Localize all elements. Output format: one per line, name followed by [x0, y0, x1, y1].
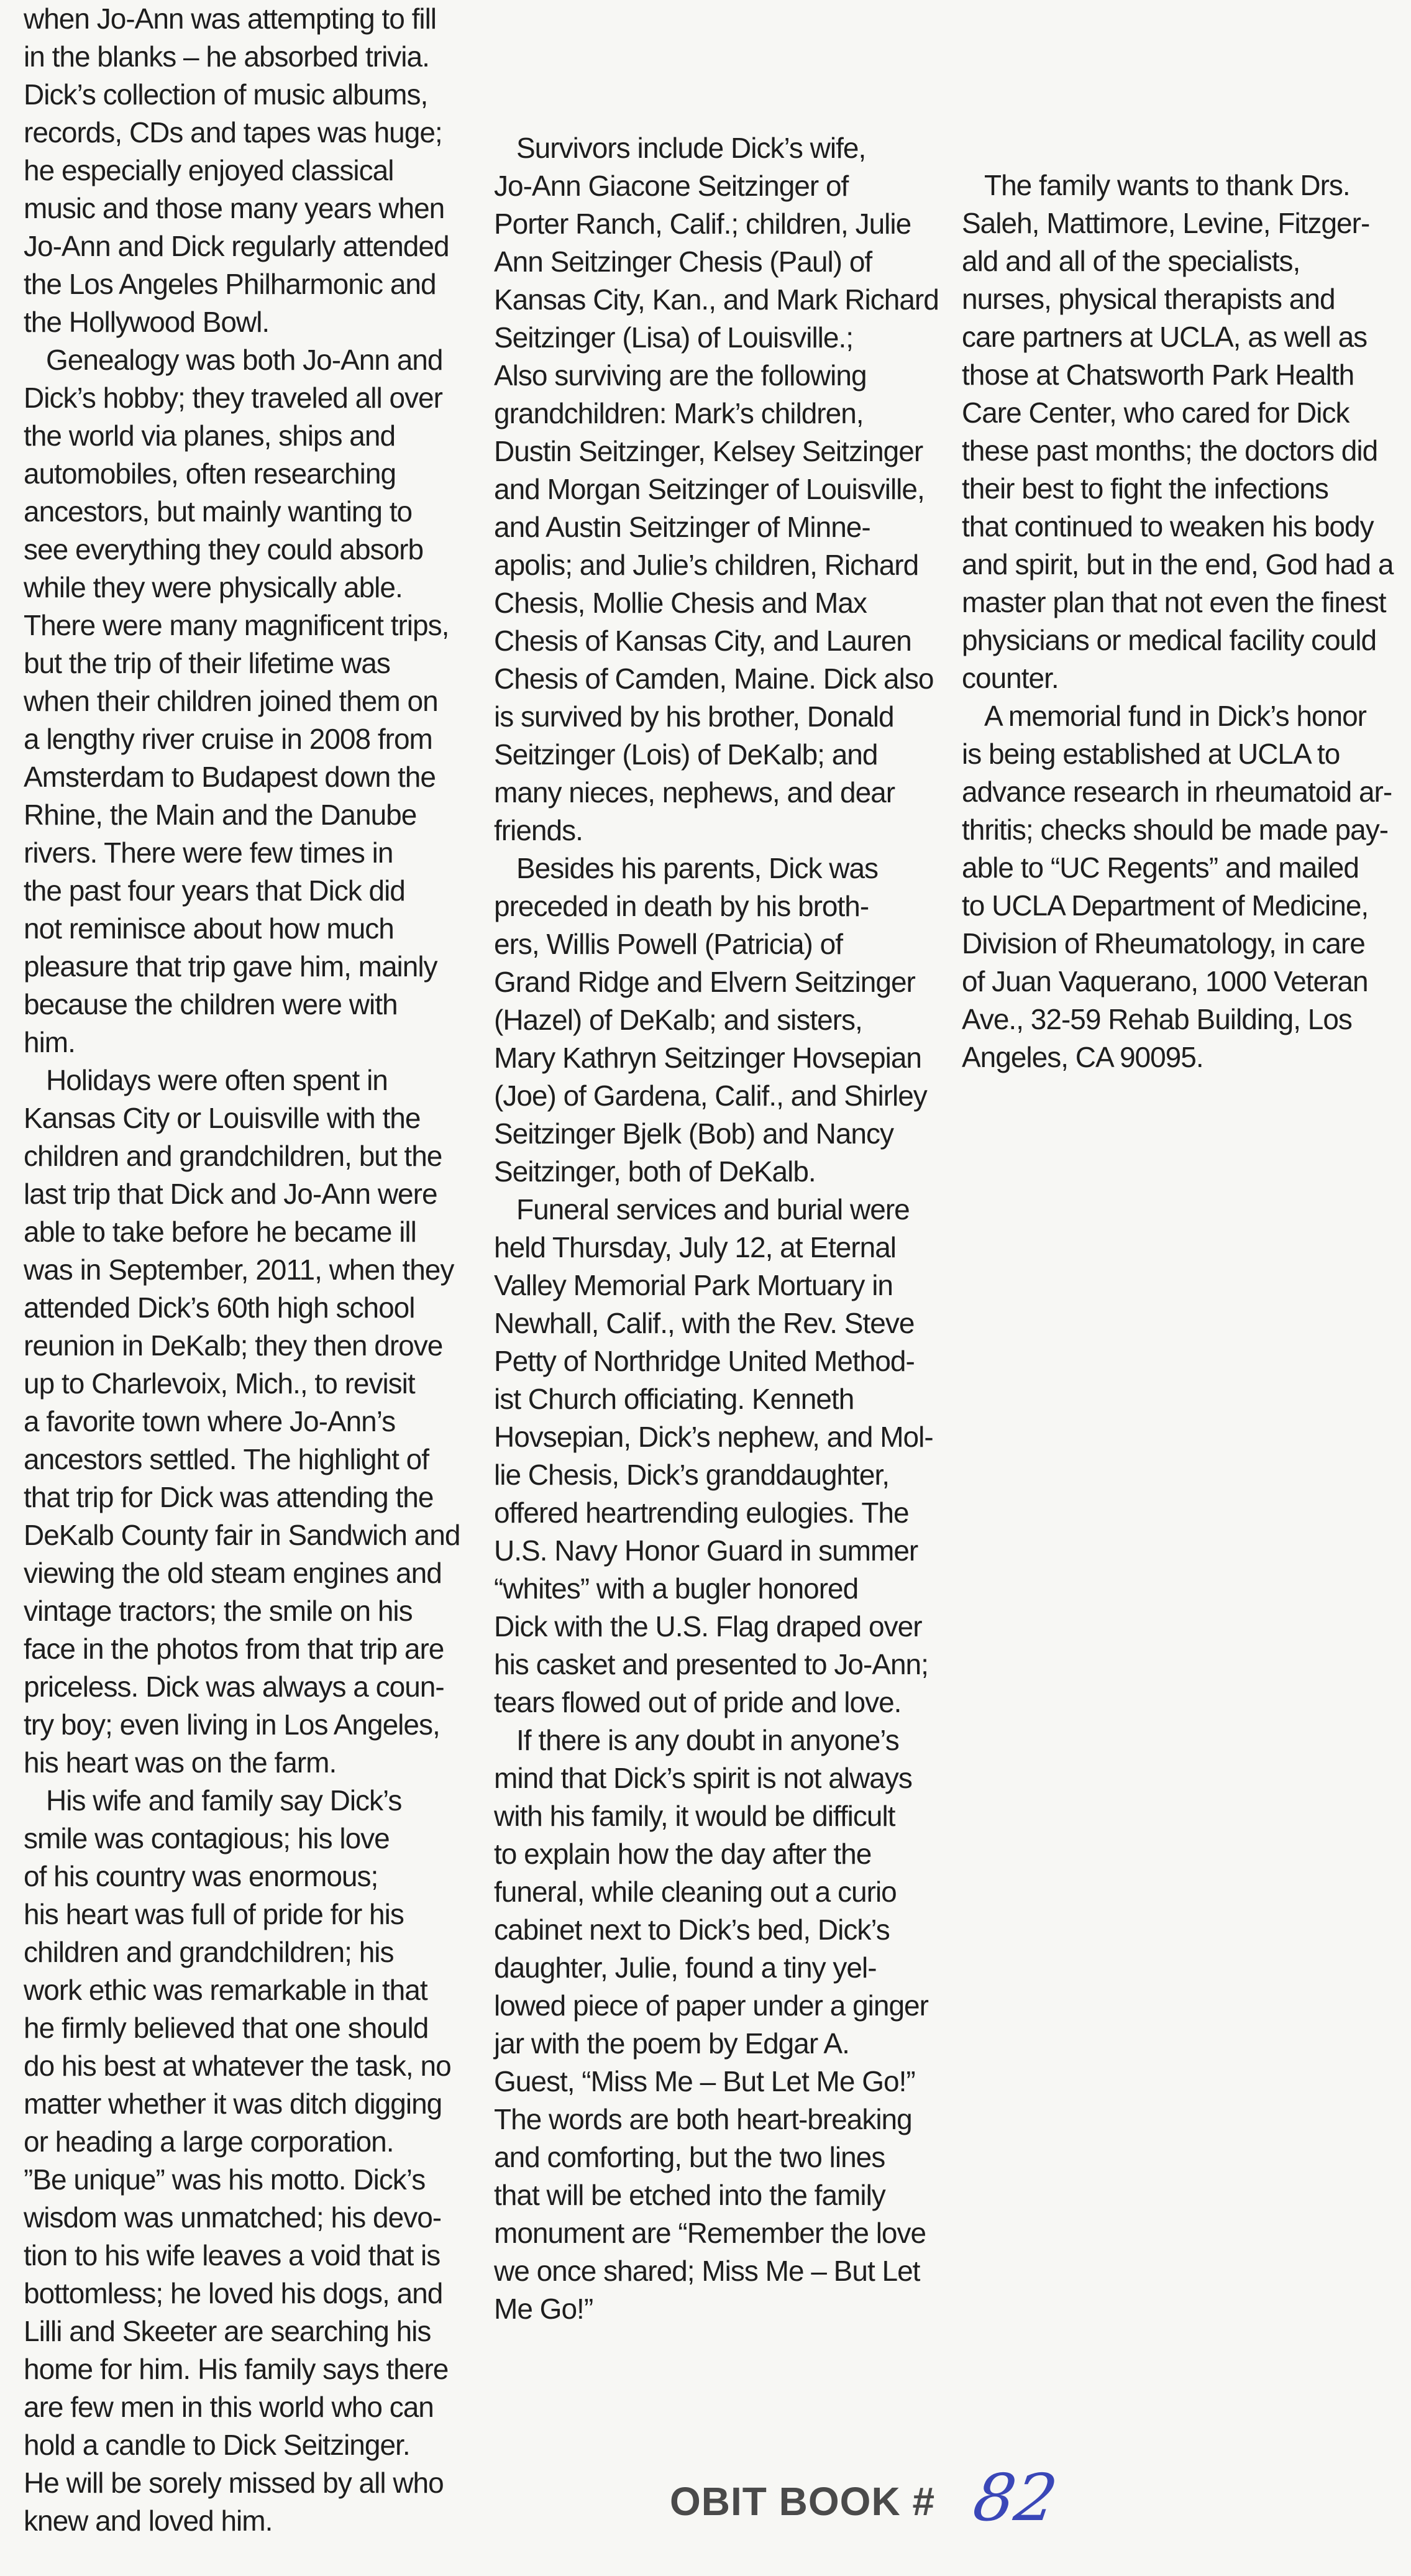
text-line: in the blanks – he absorbed trivia.: [24, 40, 429, 73]
text-line: Seitzinger (Lisa) of Louisville.;: [494, 321, 854, 354]
text-line: Grand Ridge and Elvern Seitzinger: [494, 966, 915, 998]
text-line: records, CDs and tapes was huge;: [24, 116, 442, 149]
text-line: children and grandchildren, but the: [24, 1140, 442, 1172]
text-line: lie Chesis, Dick’s granddaughter,: [494, 1459, 890, 1491]
text-line: the Hollywood Bowl.: [24, 306, 270, 338]
text-line: the Los Angeles Philharmonic and: [24, 268, 436, 300]
text-line: Care Center, who cared for Dick: [962, 396, 1349, 429]
text-line: their best to fight the infections: [962, 472, 1328, 505]
text-line: physicians or medical facility could: [962, 624, 1377, 656]
text-line: him.: [24, 1026, 75, 1058]
text-line: smile was contagious; his love: [24, 1822, 390, 1854]
text-line: Jo-Ann and Dick regularly attended: [24, 230, 449, 262]
text-line: Angeles, CA 90095.: [962, 1041, 1203, 1073]
text-line: and Austin Seitzinger of Minne-: [494, 511, 870, 543]
text-line: monument are “Remember the love: [494, 2217, 926, 2249]
text-line: his casket and presented to Jo-Ann;: [494, 1648, 928, 1680]
text-line: Survivors include Dick’s wife,: [516, 132, 866, 164]
text-line: (Hazel) of DeKalb; and sisters,: [494, 1004, 862, 1036]
text-line: home for him. His family says there: [24, 2353, 449, 2385]
text-line: that continued to weaken his body: [962, 510, 1374, 543]
obit-book-label: OBIT BOOK #: [670, 2479, 936, 2524]
text-line: work ethic was remarkable in that: [24, 1974, 427, 2006]
text-line: or heading a large corporation.: [24, 2125, 394, 2158]
text-line: ers, Willis Powell (Patricia) of: [494, 928, 842, 960]
text-line: his heart was on the farm.: [24, 1746, 337, 1779]
text-line: that trip for Dick was attending the: [24, 1481, 434, 1513]
text-line: Dustin Seitzinger, Kelsey Seitzinger: [494, 435, 923, 467]
text-line: daughter, Julie, found a tiny yel-: [494, 1951, 877, 1984]
text-line: His wife and family say Dick’s: [46, 1784, 402, 1817]
text-line: the world via planes, ships and: [24, 419, 396, 452]
text-line: Jo-Ann Giacone Seitzinger of: [494, 170, 849, 202]
text-line: mind that Dick’s spirit is not always: [494, 1762, 912, 1794]
text-line: tears flowed out of pride and love.: [494, 1686, 902, 1718]
text-line: funeral, while cleaning out a curio: [494, 1876, 897, 1908]
text-line: are few men in this world who can: [24, 2391, 434, 2423]
text-line: the past four years that Dick did: [24, 874, 405, 907]
text-line: Dick’s hobby; they traveled all over: [24, 382, 442, 414]
text-line: tion to his wife leaves a void that is: [24, 2239, 441, 2271]
text-line: preceded in death by his broth-: [494, 890, 869, 922]
text-line: jar with the poem by Edgar A.: [494, 2027, 849, 2060]
text-line: counter.: [962, 662, 1059, 694]
text-line: he especially enjoyed classical: [24, 154, 394, 186]
text-line: He will be sorely missed by all who: [24, 2467, 444, 2499]
text-line: up to Charlevoix, Mich., to revisit: [24, 1367, 415, 1400]
text-line: master plan that not even the finest: [962, 586, 1386, 618]
text-line: Newhall, Calif., with the Rev. Steve: [494, 1307, 915, 1339]
text-line: Ann Seitzinger Chesis (Paul) of: [494, 245, 872, 278]
text-line: Division of Rheumatology, in care: [962, 927, 1365, 960]
text-line: ald and all of the specialists,: [962, 245, 1300, 277]
text-line: pleasure that trip gave him, mainly: [24, 950, 437, 983]
text-line: is being established at UCLA to: [962, 738, 1340, 770]
text-line: Mary Kathryn Seitzinger Hovsepian: [494, 1042, 921, 1074]
text-line: try boy; even living in Los Angeles,: [24, 1708, 440, 1741]
text-line: Ave., 32-59 Rehab Building, Los: [962, 1003, 1352, 1035]
text-line: those at Chatsworth Park Health: [962, 359, 1354, 391]
text-line: a favorite town where Jo-Ann’s: [24, 1405, 396, 1437]
text-line: lowed piece of paper under a ginger: [494, 1989, 928, 2022]
text-line: The words are both heart-breaking: [494, 2103, 912, 2135]
text-line: of his country was enormous;: [24, 1860, 378, 1892]
text-line: advance research in rheumatoid ar-: [962, 776, 1392, 808]
text-line: his heart was full of pride for his: [24, 1898, 404, 1930]
text-line: see everything they could absorb: [24, 533, 424, 566]
text-line: with his family, it would be difficult: [494, 1800, 895, 1832]
text-line: ancestors, but mainly wanting to: [24, 495, 413, 528]
text-column-3: [962, 167, 1409, 1076]
text-line: we once shared; Miss Me – But Let: [494, 2255, 920, 2287]
text-line: ist Church officiating. Kenneth: [494, 1383, 854, 1415]
text-line: Seitzinger Bjelk (Bob) and Nancy: [494, 1117, 893, 1150]
text-line: If there is any doubt in anyone’s: [516, 1724, 899, 1756]
text-line: Kansas City or Louisville with the: [24, 1102, 421, 1134]
text-line: There were many magnificent trips,: [24, 609, 449, 641]
text-line: that will be etched into the family: [494, 2179, 885, 2211]
text-line: is survived by his brother, Donald: [494, 700, 894, 733]
text-line: and spirit, but in the end, God had a: [962, 548, 1394, 580]
text-line: Valley Memorial Park Mortuary in: [494, 1269, 893, 1301]
text-line: Saleh, Mattimore, Levine, Fitzger-: [962, 207, 1370, 239]
text-line: Funeral services and burial were: [516, 1193, 910, 1226]
text-line: DeKalb County fair in Sandwich and: [24, 1519, 460, 1551]
text-line: Rhine, the Main and the Danube: [24, 799, 417, 831]
text-line: when Jo-Ann was attempting to fill: [24, 2, 437, 35]
text-line: face in the photos from that trip are: [24, 1633, 444, 1665]
text-line: priceless. Dick was always a coun-: [24, 1671, 444, 1703]
text-line: “whites” with a bugler honored: [494, 1572, 859, 1605]
text-column-2: [494, 129, 951, 2328]
text-line: many nieces, nephews, and dear: [494, 776, 895, 809]
text-line: held Thursday, July 12, at Eternal: [494, 1231, 897, 1263]
text-line: while they were physically able.: [24, 571, 403, 603]
text-line: Chesis of Camden, Maine. Dick also: [494, 662, 934, 695]
text-line: The family wants to thank Drs.: [984, 169, 1350, 201]
text-line: do his best at whatever the task, no: [24, 2050, 451, 2082]
text-line: Guest, “Miss Me – But Let Me Go!”: [494, 2065, 915, 2097]
text-line: apolis; and Julie’s children, Richard: [494, 549, 919, 581]
text-line: nurses, physical therapists and: [962, 283, 1335, 315]
text-line: viewing the old steam engines and: [24, 1557, 442, 1589]
text-line: Dick with the U.S. Flag draped over: [494, 1610, 922, 1643]
text-line: thritis; checks should be made pay-: [962, 814, 1389, 846]
text-line: not reminisce about how much: [24, 912, 394, 945]
text-line: because the children were with: [24, 988, 398, 1020]
text-line: last trip that Dick and Jo-Ann were: [24, 1178, 437, 1210]
text-line: and Morgan Seitzinger of Louisville,: [494, 473, 925, 505]
text-line: when their children joined them on: [24, 685, 438, 717]
text-line: attended Dick’s 60th high school: [24, 1291, 415, 1324]
text-line: Amsterdam to Budapest down the: [24, 761, 436, 793]
text-line: Lilli and Skeeter are searching his: [24, 2315, 431, 2347]
text-line: Chesis of Kansas City, and Lauren: [494, 625, 911, 657]
text-line: A memorial fund in Dick’s honor: [984, 700, 1366, 732]
text-line: a lengthy river cruise in 2008 from: [24, 723, 432, 755]
text-column-1: [24, 0, 480, 2540]
text-line: U.S. Navy Honor Guard in summer: [494, 1534, 918, 1567]
text-line: of Juan Vaquerano, 1000 Veteran: [962, 965, 1368, 997]
text-line: Chesis, Mollie Chesis and Max: [494, 587, 867, 619]
text-line: ”Be unique” was his motto. Dick’s: [24, 2163, 426, 2196]
text-line: Genealogy was both Jo-Ann and: [46, 344, 443, 376]
text-line: able to “UC Regents” and mailed: [962, 851, 1359, 884]
text-line: he firmly believed that one should: [24, 2012, 429, 2044]
text-line: bottomless; he loved his dogs, and: [24, 2277, 443, 2309]
text-line: Also surviving are the following: [494, 359, 867, 392]
text-line: to UCLA Department of Medicine,: [962, 889, 1369, 922]
text-line: Seitzinger (Lois) of DeKalb; and: [494, 738, 878, 771]
text-line: children and grandchildren; his: [24, 1936, 394, 1968]
text-line: Besides his parents, Dick was: [516, 852, 879, 884]
text-line: able to take before he became ill: [24, 1216, 416, 1248]
text-line: Holidays were often spent in: [46, 1064, 388, 1096]
text-line: Hovsepian, Dick’s nephew, and Mol-: [494, 1421, 933, 1453]
text-line: Dick’s collection of music albums,: [24, 78, 428, 111]
text-line: matter whether it was ditch digging: [24, 2088, 442, 2120]
text-line: to explain how the day after the: [494, 1838, 872, 1870]
text-line: Kansas City, Kan., and Mark Richard: [494, 283, 939, 316]
text-line: vintage tractors; the smile on his: [24, 1595, 413, 1627]
text-line: cabinet next to Dick’s bed, Dick’s: [494, 1914, 890, 1946]
text-line: Petty of Northridge United Method-: [494, 1345, 915, 1377]
text-line: automobiles, often researching: [24, 457, 396, 490]
text-line: and comforting, but the two lines: [494, 2141, 885, 2173]
text-line: knew and loved him.: [24, 2505, 273, 2537]
text-line: was in September, 2011, when they: [24, 1254, 454, 1286]
text-line: Me Go!”: [494, 2293, 593, 2325]
text-line: Seitzinger, both of DeKalb.: [494, 1155, 816, 1188]
text-line: reunion in DeKalb; they then drove: [24, 1329, 443, 1362]
handwritten-book-number: 82: [969, 2460, 1062, 2536]
text-line: Porter Ranch, Calif.; children, Julie: [494, 208, 911, 240]
text-line: wisdom was unmatched; his devo-: [24, 2201, 442, 2234]
text-line: music and those many years when: [24, 192, 445, 224]
text-line: but the trip of their lifetime was: [24, 647, 390, 679]
text-line: (Joe) of Gardena, Calif., and Shirley: [494, 1079, 927, 1112]
text-line: offered heartrending eulogies. The: [494, 1497, 909, 1529]
text-line: ancestors settled. The highlight of: [24, 1443, 429, 1475]
text-line: these past months; the doctors did: [962, 434, 1378, 467]
text-line: friends.: [494, 814, 583, 846]
text-line: grandchildren: Mark’s children,: [494, 397, 864, 429]
text-line: hold a candle to Dick Seitzinger.: [24, 2429, 410, 2461]
text-line: care partners at UCLA, as well as: [962, 321, 1368, 353]
text-line: rivers. There were few times in: [24, 837, 393, 869]
